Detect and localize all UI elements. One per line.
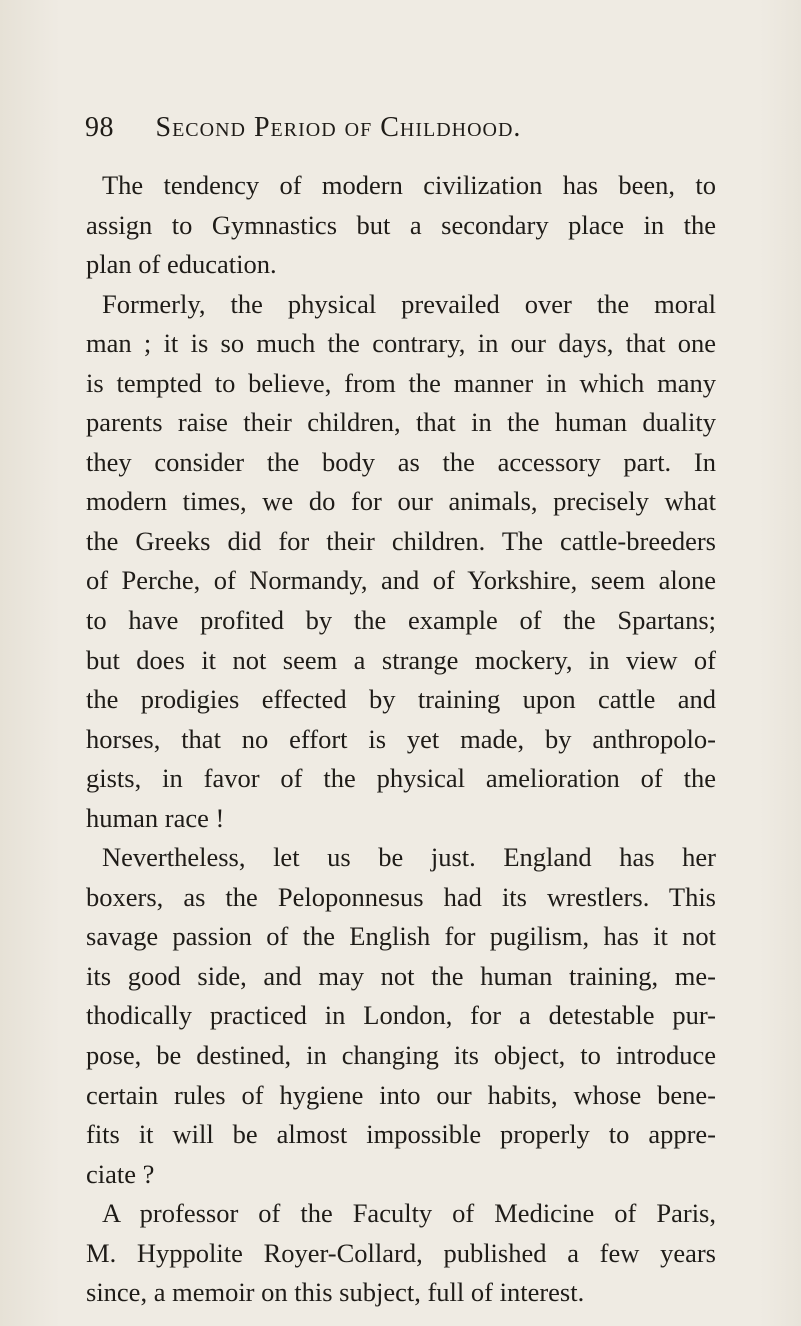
text-line: its good side, and may not the human training, me- — [86, 960, 716, 991]
text-line: they consider the body as the accessory part. In — [86, 446, 716, 477]
text-line: M. Hyppolite Royer-Collard, published a few years — [86, 1237, 716, 1268]
text-line: Formerly, the physical prevailed over the moral — [102, 288, 716, 319]
text-line: A professor of the Faculty of Medicine of Paris, — [102, 1198, 716, 1229]
text-line: to have profited by the example of the Spartans; — [86, 605, 716, 636]
running-title: Second Period of Childhood. — [155, 112, 522, 143]
text-line: the Greeks did for their children. The cattle-breeders — [86, 525, 716, 556]
text-line: certain rules of hygiene into our habits, whose bene- — [86, 1079, 716, 1110]
text-line: pose, be destined, in changing its object, to introduce — [86, 1040, 716, 1071]
text-line: horses, that no effort is yet made, by anthropolo- — [86, 723, 716, 754]
page-number: 98 — [85, 112, 114, 143]
text-line: is tempted to believe, from the manner in which many — [86, 367, 716, 398]
text-line: savage passion of the English for pugilism, has it not — [86, 921, 716, 952]
text-line: since, a memoir on this subject, full of interest. — [86, 1277, 585, 1308]
text-line: gists, in favor of the physical amelioration of the — [86, 763, 716, 794]
text-line: parents raise their children, that in the human duality — [86, 407, 716, 438]
text-line: human race ! — [86, 802, 225, 833]
text-line: man ; it is so much the contrary, in our days, that one — [86, 328, 716, 359]
text-line: assign to Gymnastics but a secondary place in the — [86, 209, 716, 240]
text-line: of Perche, of Normandy, and of Yorkshire, seem alone — [86, 565, 716, 596]
text-line: The tendency of modern civilization has been, to — [102, 170, 716, 200]
page-header — [85, 112, 725, 148]
text-line: the prodigies effected by training upon cattle and — [86, 684, 716, 715]
text-line: modern times, we do for our animals, precisely what — [86, 486, 716, 517]
text-line: ciate ? — [86, 1158, 155, 1189]
text-line: boxers, as the Peloponnesus had its wrestlers. This — [86, 881, 716, 912]
text-line: fits it will be almost impossible properly to appre- — [86, 1119, 716, 1150]
text-line: thodically practiced in London, for a detestable pur- — [86, 1000, 716, 1031]
text-line: but does it not seem a strange mockery, in view of — [86, 644, 716, 675]
text-line: Nevertheless, let us be just. England has her — [102, 842, 716, 873]
text-line: plan of education. — [86, 249, 277, 280]
body-text — [86, 166, 716, 1313]
